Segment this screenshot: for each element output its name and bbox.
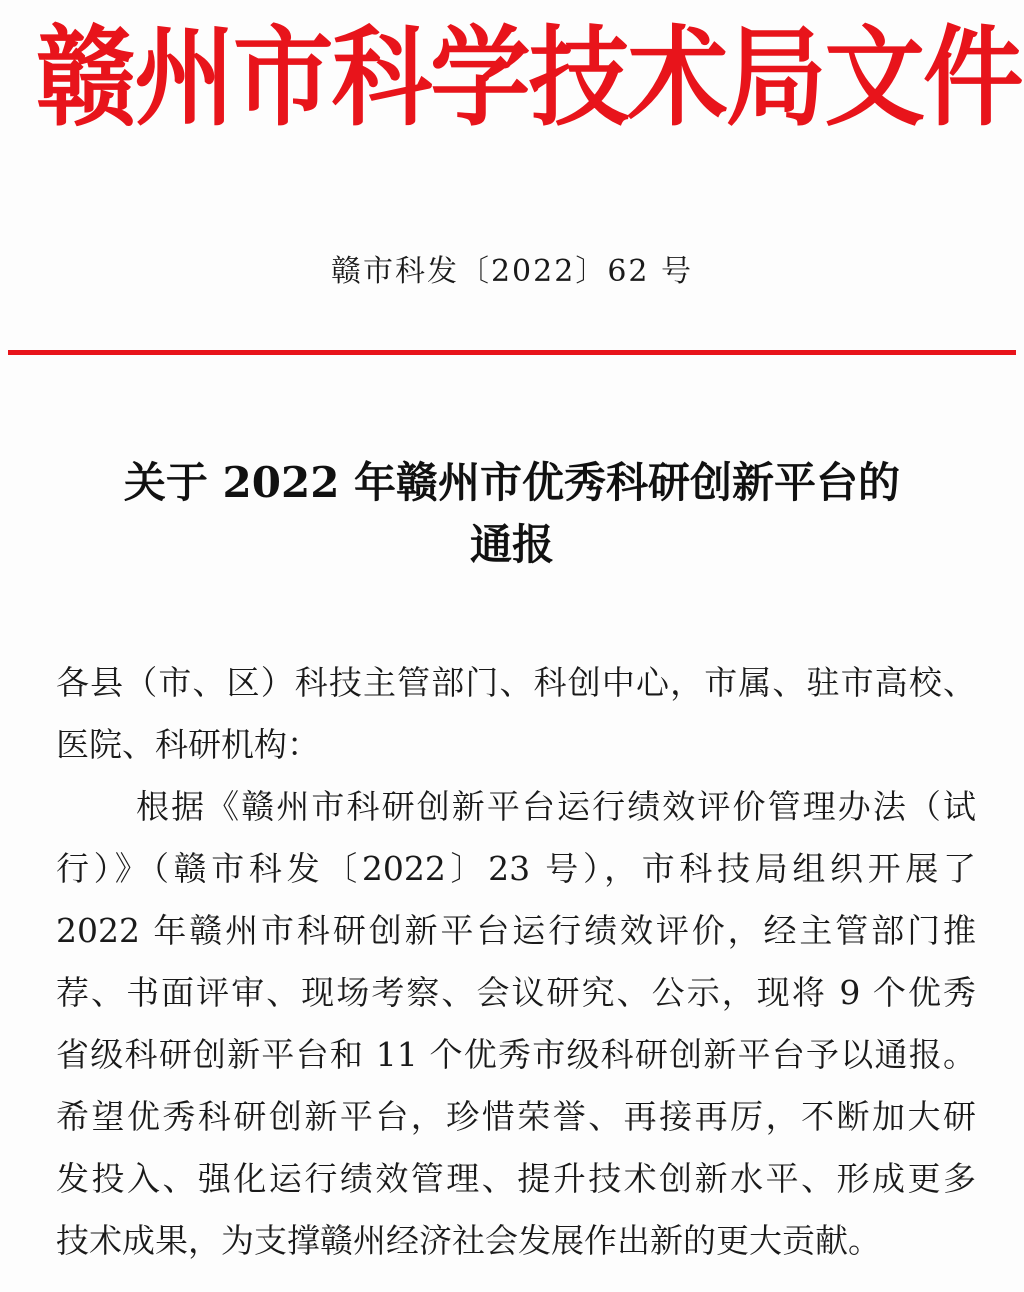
body-line: 希望优秀科研创新平台，珍惜荣誉、再接再厉，不断加大研 bbox=[56, 1097, 976, 1136]
body-line-recipients: 各县（市、区）科技主管部门、科创中心，市属、驻市高校、 bbox=[56, 663, 976, 702]
red-divider-line bbox=[8, 350, 1016, 355]
body-line: 根据《赣州市科研创新平台运行绩效评价管理办法（试 bbox=[136, 787, 976, 826]
masthead-title: 赣州市科学技术局文件 bbox=[35, 16, 1022, 141]
document-title bbox=[60, 452, 964, 576]
document-title-line: 通报 bbox=[469, 520, 554, 569]
body-line: 2022 年赣州市科研创新平台运行绩效评价，经主管部门推 bbox=[56, 911, 976, 950]
body-line: 技术成果，为支撑赣州经济社会发展作出新的更大贡献。 bbox=[56, 1221, 881, 1260]
body-line: 省级科研创新平台和 11 个优秀市级科研创新平台予以通报。 bbox=[56, 1035, 976, 1074]
body-line: 荐、书面评审、现场考察、会议研究、公示，现将 9 个优秀 bbox=[56, 973, 976, 1012]
body-line: 发投入、强化运行绩效管理、提升技术创新水平、形成更多 bbox=[56, 1159, 976, 1198]
body-line-recipients-cont: 医院、科研机构： bbox=[56, 725, 320, 764]
document-body bbox=[56, 652, 976, 1272]
body-line: 行）》（赣市科发〔2022〕23 号），市科技局组织开展了 bbox=[56, 849, 976, 888]
document-number: 赣市科发〔2022〕62 号 bbox=[330, 254, 694, 289]
document-title-line: 关于 2022 年赣州市优秀科研创新平台的 bbox=[123, 458, 901, 507]
